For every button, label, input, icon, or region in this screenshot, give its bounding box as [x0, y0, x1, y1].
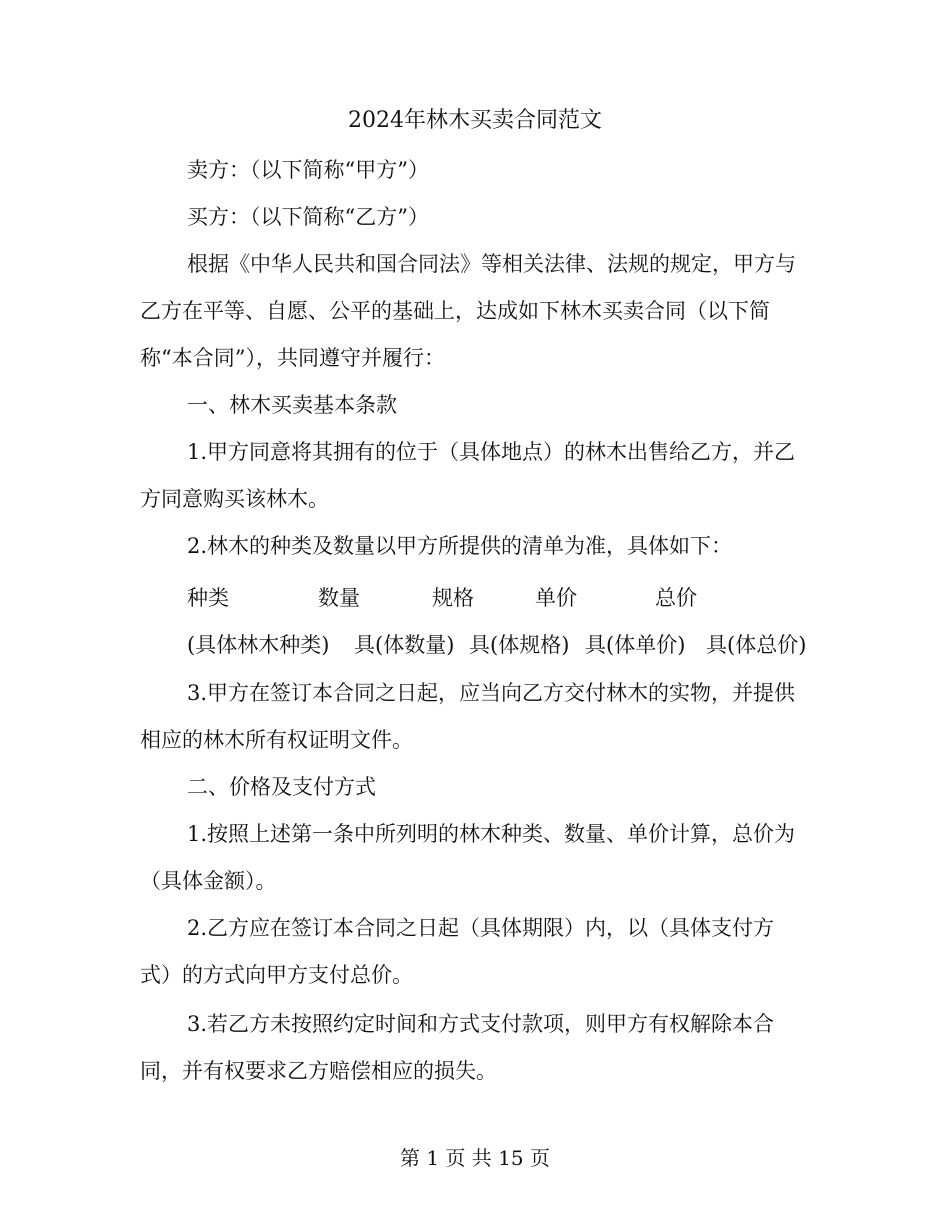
- table-cell: 具(体总价): [706, 633, 807, 657]
- preamble-paragraph: 根据《中华人民共和国合同法》等相关法律、法规的规定，甲方与乙方在平等、自愿、公平的基础上，达成如下林木买卖合同（以下简称“本合同”），共同遵守并履行：: [140, 252, 796, 370]
- clause-2-2: 2.乙方应在签订本合同之日起（具体期限）内，以（具体支付方式）的方式向甲方支付总价。: [140, 916, 775, 987]
- buyer-line: 买方：（以下简称“乙方”）: [187, 205, 429, 229]
- clause-2-1: 1.按照上述第一条中所列明的林木种类、数量、单价计算，总价为（具体金额）。: [140, 822, 796, 893]
- table-header-cell: 数量: [318, 586, 360, 610]
- seller-line: 卖方：（以下简称“甲方”）: [187, 158, 429, 182]
- tree-table-header: [140, 583, 820, 613]
- table-cell: (具体林木种类): [187, 633, 330, 657]
- table-header-cell: 规格: [432, 586, 474, 610]
- clause-2-3: 3.若乙方未按照约定时间和方式支付款项，则甲方有权解除本合同，并有权要求乙方赔偿相应的损失。: [140, 1012, 775, 1083]
- clause-1-3: 3.甲方在签订本合同之日起，应当向乙方交付林木的实物，并提供相应的林木所有权证明文件。: [140, 681, 796, 752]
- clause-1-2: 2.林木的种类及数量以甲方所提供的清单为准，具体如下：: [187, 534, 733, 558]
- section-heading-2: 二、价格及支付方式: [187, 775, 376, 799]
- table-cell: 具(体单价): [585, 633, 686, 657]
- document-title: 2024年林木买卖合同范文: [348, 108, 602, 133]
- section-heading-1: 一、林木买卖基本条款: [187, 393, 397, 417]
- tree-table-row: [140, 630, 820, 660]
- table-header-cell: 总价: [655, 586, 697, 610]
- table-cell: 具(体数量): [354, 633, 455, 657]
- table-header-cell: 单价: [535, 586, 577, 610]
- page-footer: 第 1 页 共 15 页: [400, 1146, 550, 1170]
- table-cell: 具(体规格): [469, 633, 570, 657]
- clause-1-1: 1.甲方同意将其拥有的位于（具体地点）的林木出售给乙方，并乙方同意购买该林木。: [140, 440, 796, 511]
- table-header-cell: 种类: [187, 586, 229, 610]
